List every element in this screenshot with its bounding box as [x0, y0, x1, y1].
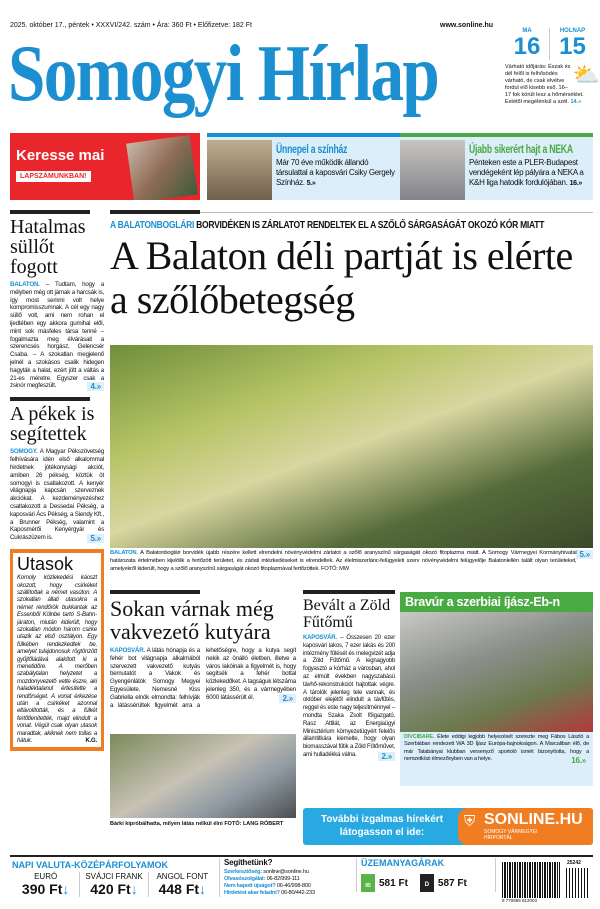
- lead-kicker: A BALATONBOGLÁRI BORVIDÉKEN IS ZÁRLATOT RENDELTEK EL A SZŐLŐ SÁRGASÁGÁT OKOZÓ KÓR MIATT: [110, 220, 545, 231]
- teaser-body: Pénteken este a PLER-Budapest vendégeként lép pályára a NEKA a K&H liga hatodik fordulójában. 16.»: [469, 158, 584, 187]
- help-box: Segíthetünk? Szerkesztőség: sonline@sonline.hu Olvasószolgálat: 06-82/999-111 Nem kapott újságot? 06-46/998-800 Hirdetést akar feladni? 06-80/442-233: [219, 858, 351, 897]
- banner-text: További izgalmas hírekért látogasson el ide:: [320, 814, 444, 838]
- article-sullo: [10, 210, 104, 391]
- issue-meta: 2025. október 17., péntek • XXXVI/242. szám • Ára: 360 Ft • Előfizetve: 182 Ft: [10, 22, 252, 29]
- article-dog: [110, 590, 296, 709]
- teaser-title: Újabb sikerért hajt a NEKA: [469, 142, 573, 156]
- masthead-title: Somogyi Hírlap: [8, 30, 439, 118]
- arrow-down-icon: ↓: [130, 881, 138, 897]
- teaser-neka[interactable]: [400, 133, 593, 200]
- page-ref[interactable]: 2.»: [378, 752, 395, 761]
- column-title: Utasok: [17, 554, 74, 575]
- article-archery: [400, 592, 593, 786]
- sonline-banner[interactable]: [303, 808, 593, 845]
- currency-rates: [12, 860, 216, 897]
- fuel-prices: ÜZEMANYAGÁRAK 95 581 Ft D 587 Ft: [356, 858, 496, 892]
- tv-magazine-ad[interactable]: [10, 133, 200, 200]
- article-pekek: [10, 397, 104, 543]
- archery-photo: [400, 612, 593, 732]
- article-title: A pékek is segítettek: [10, 403, 95, 446]
- website-url[interactable]: www.sonline.hu: [440, 22, 494, 29]
- article-title: Hatalmas süllőt fogott: [10, 216, 86, 278]
- fx-chf: SVÁJCI FRANK 420 Ft↓: [80, 872, 148, 897]
- fx-title: NAPI VALUTA-KÖZÉPÁRFOLYAMOK: [12, 860, 169, 870]
- teaser-title: Ünnepel a színház: [276, 142, 348, 156]
- teaser-theatre-image: [207, 140, 272, 200]
- divider: [303, 590, 395, 594]
- article-body: SOMOGY. A Magyar Pékszövetség felhívására idén első alkalommal hirdetnek jótékonysági akciót, amiben 26 pékség, köztük öt somogyi is csatlakozott. A kenyér világnapja kapcsán szerveznek akciókat. A kezdeményezéshez csatlakozott a Dessedai Pékség, a kaposvári Ács Pékség, a Siendy Kft., a Brunner Pékség, valamint a Kaposmérői Kenyérgyár és Cukrászüzem is. 5.»: [10, 448, 104, 544]
- arrow-down-icon: ↓: [199, 881, 207, 897]
- article-body: KAPOSVÁR. A látás hónapja és a fehér bot világnapja alkalmából szervezett vakvezető kutyás bemutatót a Vakok és Gyengénlátók Somogy Megyei Egyesülete. Nemesné Kiss Gabriella elnök elmondta: felhívják a látássérültek figyelmét arra a lehetőségre, hogy a kutya segít nekik az önálló életben, illetve a város lakóinak a figyelmét is, hogy segítsék a fehér bottal közlekedőket. A tagságuk létszáma jelenleg 350, és a vármegyében 6000 látássérült él. 2.»: [110, 647, 296, 709]
- vineyard-photo: [110, 345, 593, 548]
- weather-ref[interactable]: 14.»: [570, 99, 582, 105]
- article-title: Bevált a Zöld Fűtőmű: [303, 597, 391, 631]
- ad-subline: LAPSZÁMUNKBAN!: [16, 171, 91, 182]
- teaser-theatre[interactable]: [207, 133, 400, 200]
- page-ref[interactable]: 5.»: [576, 550, 593, 559]
- divider: [110, 590, 200, 594]
- magazine-cover-image: [126, 135, 198, 200]
- partly-cloudy-icon: ⛅: [572, 62, 600, 87]
- lead-article: [110, 212, 593, 322]
- page-ref[interactable]: 2.»: [279, 694, 296, 703]
- page-ref[interactable]: 16.»: [568, 756, 589, 765]
- divider: [10, 210, 90, 214]
- today-label: MA: [522, 28, 532, 34]
- diesel-pump-icon: D: [420, 874, 434, 892]
- article-body: KAPOSVÁR. – Összesen 20 ezer kaposvári lakos, 7 ezer lakás és 200 intézmény fűtését és melegvizét adja a Zöld Fűtőmű. A legnagyobb fogyasztó a kórház a városban, ahol az elmúlt években nagyszabású távhő-rekonstrukciót hajtottak végre. A tárolók jelenleg tele vannak, és október elejétől elindult a távfűtés, reggel és este nagy teljesítménnyel – mondta Szaka Zsolt főigazgató. Rasz Attilát, az Energiaügyi Minisztérium környezetügyért felelős államtitkára kiemelte, hogy olyan biomasszával fűtik a Zöld Fűtőművet, ami hulladékká válna. 2.»: [303, 635, 395, 761]
- weather-text: Várható időjárás: Észak és dél felől is felhősödés várható, de csak elvétve fordul elő kisebb eső. 16–17 fok körüli lesz a hőmérséklet. Estétől megélénkül a szél.: [505, 64, 584, 105]
- fx-euro: EURÓ 390 Ft↓: [12, 872, 80, 897]
- page-ref[interactable]: 5.»: [87, 534, 104, 543]
- weather-box: [505, 28, 600, 106]
- fx-gbp: ANGOL FONT 448 Ft↓: [156, 872, 209, 897]
- lead-caption: 5.» BALATON. A Balatonboglári borvidék újabb részére kellett elrendelni növényvédelmi zárlatot a szőlő aranyszínű sárgaságát okozó fitoplazma miatt. A Somogy Vármegyei Kormányhivatal határozata értelmében kijelölik a fertőzött területet, és zárlati intézkedéseket is elrendeltek. Az élelmiszerlánc-felügyeleti szerv növényvédelmi felügyelője Balatonlellén talált olyan területeket, amelyekről kiderült, hogy a szőlő aranyszínű sárgaságát okozó fitoplazmával fertőzöttek. FOTÓ: MW: [110, 550, 593, 573]
- lead-headline: A Balaton déli partját is elérte a szőlőbetegség: [110, 233, 573, 322]
- divider: [10, 397, 90, 401]
- column-body: Komoly közlekedési káoszt okozott, hogy csirkéket szállítottak a német vasúton. A szokatlan állati utasokra a német rendőrök bukkantak az Essenből Kölnbe tartó S-Bahn-járaton, miután kiderült, hogy szokatlan módon három csirke utazik az első osztályon. Egy fülkében rendezkedtek be, amelyet tulajdonosuk rögtönzött gyűjtőládává alakított ki a menetidőre. A merőben szabálytalan helyzetet a mozdonyvezető vette észre, aki haladéktalanul értesítette a rendőrséget. A vonat érkezése után a csirkéket azonnal eltávolították, és a fülkét fertőtlenítették, majd elindult a vonat. Végül csak olyan utasok maradtak, akiknek nem tollas a hátuk. K.G.: [17, 575, 97, 745]
- article-body: BALATON. – Tudtam, hogy a mélyben még ott járnak a harcsák is, így most semmi volt helye kompromisszumnak. A cél egy nagy süllő volt, ami nem rohan el ijedtében egy akkora gumihal elől, mint sok másfeles társa tenné – fogalmazta meg élvárásait a szerencsés horgász, Gelencsér Csaba. – A szokatlan megjelenő jelnél a szokásos csalik hidegen hagyták a halat, ezért jött a váltás a 21-es méretre. Egyszer csak a zsinór megfeszült. 4.»: [10, 281, 104, 392]
- arrow-down-icon: ↓: [62, 881, 70, 897]
- teaser-body: Már 70 éve működik állandó társulattal a kaposvári Csiky Gergely Színház. 5.»: [276, 158, 395, 187]
- article-heat: [303, 590, 395, 761]
- dog-caption: Bárki kipróbálhatta, milyen látás nélkül élni FOTÓ: LANG RÓBERT: [110, 821, 284, 827]
- barcode: 9 770865 912003 25242: [502, 860, 592, 904]
- fuel-pump-icon: 95: [361, 874, 375, 892]
- teaser-neka-image: [400, 140, 465, 200]
- sonline-logo: ⛨ SONLINE.HU SOMOGY VÁRMEGYEI HÍRPORTÁL: [458, 808, 593, 845]
- article-title: Bravúr a szerbiai íjász-Eb-n: [400, 592, 593, 612]
- article-body: DIVCIBARE. Élete eddigi legjobb helyezését szerezte meg Fábos László a Szerbiában rendezett WA 3D Íjász Európa-bajnokságon. A Marcaliban élő, de már Tatabányai klubban versenyző sportoló ismét bizonyította, hogy a nemzetközi élmezőnyben van a helye. 16.»: [404, 734, 589, 766]
- today-temp: 16: [513, 33, 541, 60]
- divider: [110, 210, 200, 214]
- column-utasok: [10, 549, 104, 751]
- page-ref[interactable]: 4.»: [87, 382, 104, 391]
- dog-photo: [110, 734, 296, 818]
- left-column: [10, 210, 104, 751]
- article-title: Sokan várnak még vakvezető kutyára: [110, 596, 274, 644]
- shield-icon: ⛨: [464, 813, 476, 830]
- ad-headline: Keresse mai: [16, 147, 105, 164]
- tomorrow-temp: 15: [559, 33, 586, 60]
- tomorrow-label: HOLNAP: [559, 28, 586, 34]
